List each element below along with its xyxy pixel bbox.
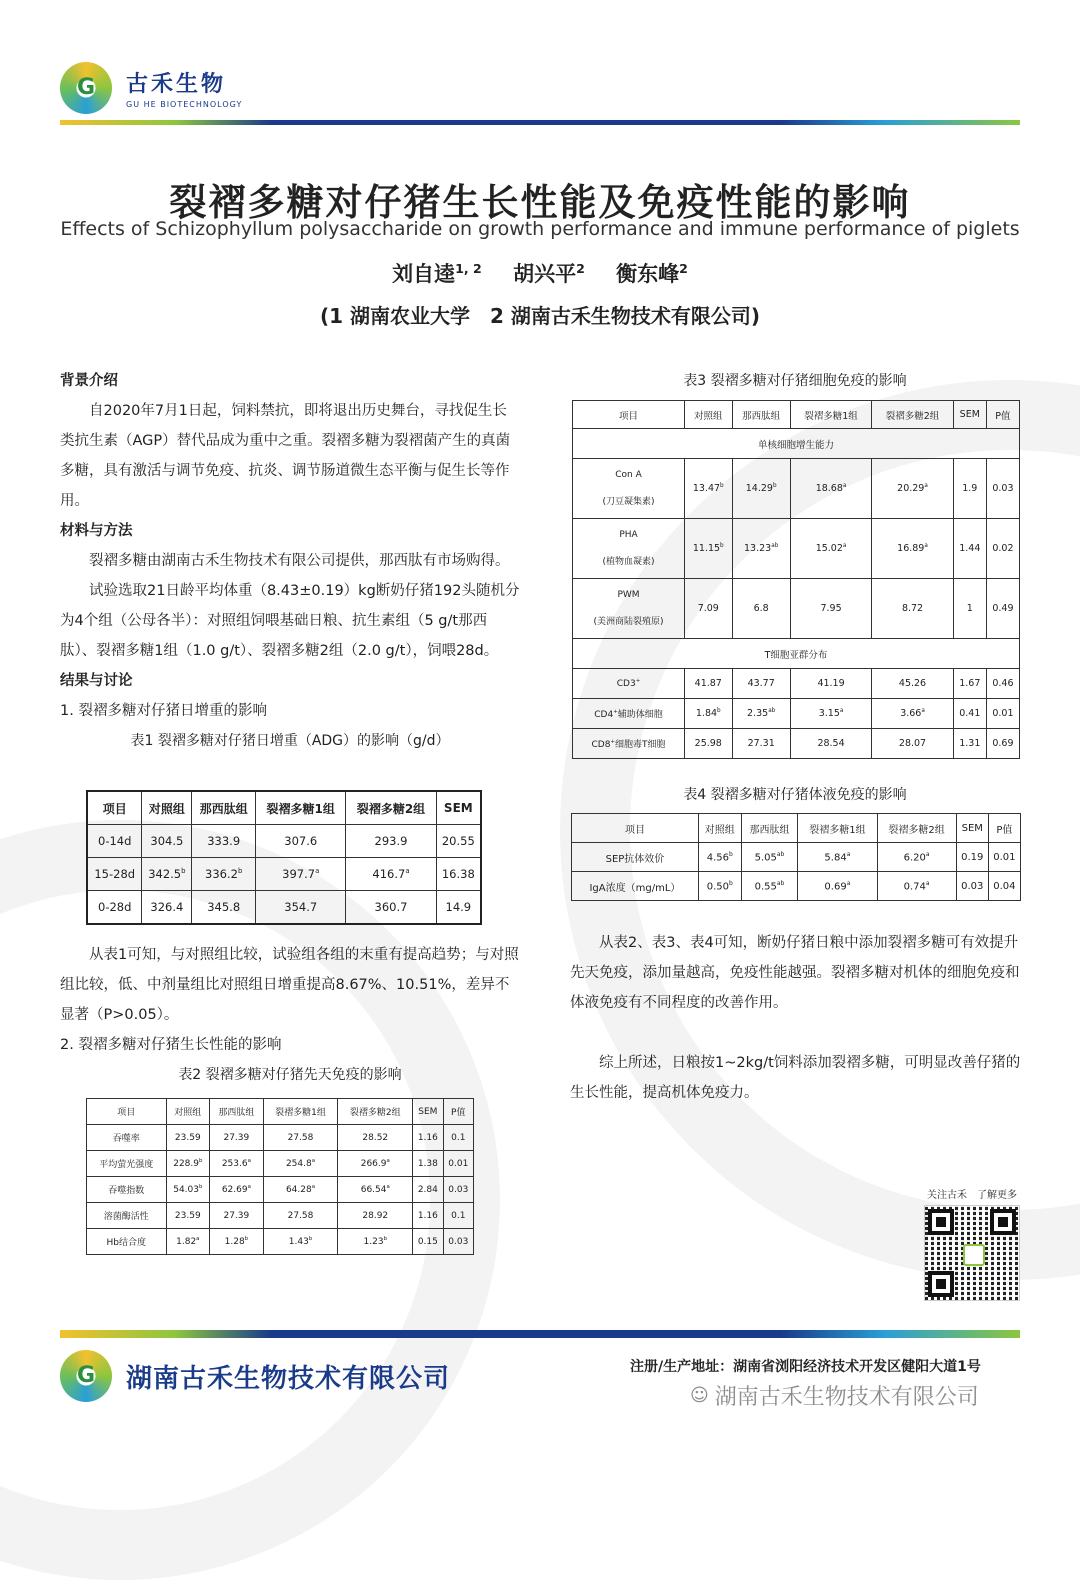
header-logo [60,62,242,114]
right-column-text [570,928,1026,1108]
table-section-row: 单核细胞增生能力 [573,429,1020,459]
table-row: 15-28d 342.5$^b$ 336.2$^b$ 397.7$^a$ 416.7$^a$ 16.38 [87,858,481,891]
subsection-adg: 1. 裂褶多糖对仔猪日增重的影响 [60,703,267,719]
table-header-row: 项目 对照组 那西肽组 裂褶多糖1组 裂褶多糖2组 SEM P值 [573,401,1020,429]
table-row: 0-28d 326.4 345.8 354.7 360.7 14.9 [87,891,481,925]
table-row: CD4+辅助体细胞 1.84$^b$ 2.35$^{ab}$ 3.15$^a$ 3.66$^a$ 0.41 0.01 [573,699,1020,729]
watermark: ☺ 湖南古禾生物技术有限公司 [690,1385,979,1410]
table-row: 溶菌酶活性 23.59 27.39 27.58 28.92 1.16 0.1 [87,1203,474,1229]
table4 [571,813,1021,901]
author: 胡兴平$^2$ [513,261,585,286]
paragraph-conclusion: 综上所述，日粮按1~2kg/t饲料添加裂褶多糖，可明显改善仔猪的生长性能，提高机体免疫力。 [570,1055,1021,1101]
paragraph-design: 试验选取21日龄平均体重（8.43±0.19）kg断奶仔猪192头随机分为4个组（公母各半）：对照组饲喂基础日粮、抗生素组（5 g/t那西肽）、裂褶多糖1组（1.0 g/t）、裂褶多糖2组（2.0 g/t），饲喂28d。 [60,583,520,659]
table-header-row: 项目 对照组 那西肽组 裂褶多糖1组 裂褶多糖2组 SEM P值 [87,1099,474,1125]
left-column [60,366,520,756]
paragraph-background: 自2020年7月1日起，饲料禁抗，即将退出历史舞台，寻找促生长类抗生素（AGP）替代品成为重中之重。裂褶多糖为裂褶菌产生的真菌多糖，具有激活与调节免疫、抗炎、调节肠道微生态平衡与促生长等作用。 [60,403,511,509]
qr-label: 关注古禾 了解更多 [927,1190,1017,1201]
logo-name-cn: 古禾生物 [126,72,227,97]
table-row: 吞噬率 23.59 27.39 27.58 28.52 1.16 0.1 [87,1125,474,1151]
table-row: PWM (美洲商陆裂殖原) 7.09 6.8 7.95 8.72 1 0.49 [573,579,1020,639]
table-row: 吞噬指数 54.03$^b$ 62.69$^a$ 64.28$^a$ 66.54$^a$ 2.84 0.03 [87,1177,474,1203]
table2-caption: 表2 裂褶多糖对仔猪先天免疫的影响 [178,1067,402,1083]
table1-caption: 表1 裂褶多糖对仔猪日增重（ADG）的影响（g/d） [130,733,450,749]
paragraph-materials: 裂褶多糖由湖南古禾生物技术有限公司提供，那西肽有市场购得。 [89,553,510,569]
table-row: IgA浓度（mg/mL） 0.50$^b$ 0.55$^{ab}$ 0.69$^a$ 0.74$^a$ 0.03 0.04 [572,872,1021,901]
section-heading-background: 背景介绍 [60,373,118,389]
table-row: Con A (刀豆凝集素) 13.47$^b$ 14.29$^b$ 18.68$^a$ 20.29$^a$ 1.9 0.03 [573,459,1020,519]
section-heading-methods: 材料与方法 [60,523,133,539]
table-row: SEP抗体效价 4.56$^b$ 5.05$^{ab}$ 5.84$^a$ 6.20$^a$ 0.19 0.01 [572,843,1021,872]
affiliation: (1 湖南农业大学 2 湖南古禾生物技术有限公司) [319,304,761,328]
paragraph-table1-discussion: 从表1可知，与对照组比较，试验组各组的末重有提高趋势；与对照组比较，低、中剂量组比对照组日增重提高8.67%、10.51%，差异不显著（P>0.05）。 [60,947,519,1023]
author-list [0,258,1080,288]
page-subtitle-en: Effects of Schizophyllum polysaccharide on growth performance and immune performance of piglets [60,218,1020,240]
table-row: CD8+细胞毒T细胞 25.98 27.31 28.54 28.07 1.31 0.69 [573,729,1020,759]
header-divider [60,120,1020,125]
table-header-row: 项目 对照组 那西肽组 裂褶多糖1组 裂褶多糖2组 SEM P值 [572,814,1021,843]
table1 [86,790,482,925]
table-row: 平均萤光强度 228.9$^b$ 253.6$^a$ 254.8$^a$ 266.9$^a$ 1.38 0.01 [87,1151,474,1177]
author: 刘自逵$^{1, 2}$ [392,261,482,286]
logo-icon [60,62,112,114]
table-row: Hb结合度 1.82$^a$ 1.28$^b$ 1.43$^b$ 1.23$^b$ 0.15 0.03 [87,1229,474,1255]
logo-name-en: GU HE BIOTECHNOLOGY [126,100,243,109]
table-section-row: T细胞亚群分布 [573,639,1020,669]
footer-logo [60,1350,450,1402]
left-column-lower [60,940,520,1090]
table3 [572,400,1020,759]
table-header-row: 项目 对照组 那西肽组 裂褶多糖1组 裂褶多糖2组 SEM [87,791,481,825]
table3-caption: 表3 裂褶多糖对仔猪细胞免疫的影响 [683,373,907,389]
qr-code-icon[interactable] [924,1205,1020,1301]
table-row: 0-14d 304.5 333.9 307.6 293.9 20.55 [87,825,481,858]
footer-address: 注册/生产地址：湖南省浏阳经济技术开发区健阳大道1号 [630,1359,981,1375]
logo-icon [60,1350,112,1402]
table2 [86,1098,474,1255]
author: 衡东峰$^2$ [616,261,688,286]
footer-divider [60,1330,1020,1338]
table-row: CD3+ 41.87 43.77 41.19 45.26 1.67 0.46 [573,669,1020,699]
subsection-growth: 2. 裂褶多糖对仔猪生长性能的影响 [60,1037,282,1053]
paragraph-immune-discussion: 从表2、表3、表4可知，断奶仔猪日粮中添加裂褶多糖可有效提升先天免疫，添加量越高，免疫性能越强。裂褶多糖对机体的细胞免疫和体液免疫有不同程度的改善作用。 [570,935,1020,1011]
page-title: 裂褶多糖对仔猪生长性能及免疫性能的影响 [169,181,911,224]
table4-caption: 表4 裂褶多糖对仔猪体液免疫的影响 [683,787,907,803]
footer-company: 湖南古禾生物技术有限公司 [126,1363,451,1394]
section-heading-results: 结果与讨论 [60,673,133,689]
table-row: PHA (植物血凝素) 11.15$^b$ 13.23$^{ab}$ 15.02$^a$ 16.89$^a$ 1.44 0.02 [573,519,1020,579]
wechat-icon: ☺ [690,1385,709,1406]
